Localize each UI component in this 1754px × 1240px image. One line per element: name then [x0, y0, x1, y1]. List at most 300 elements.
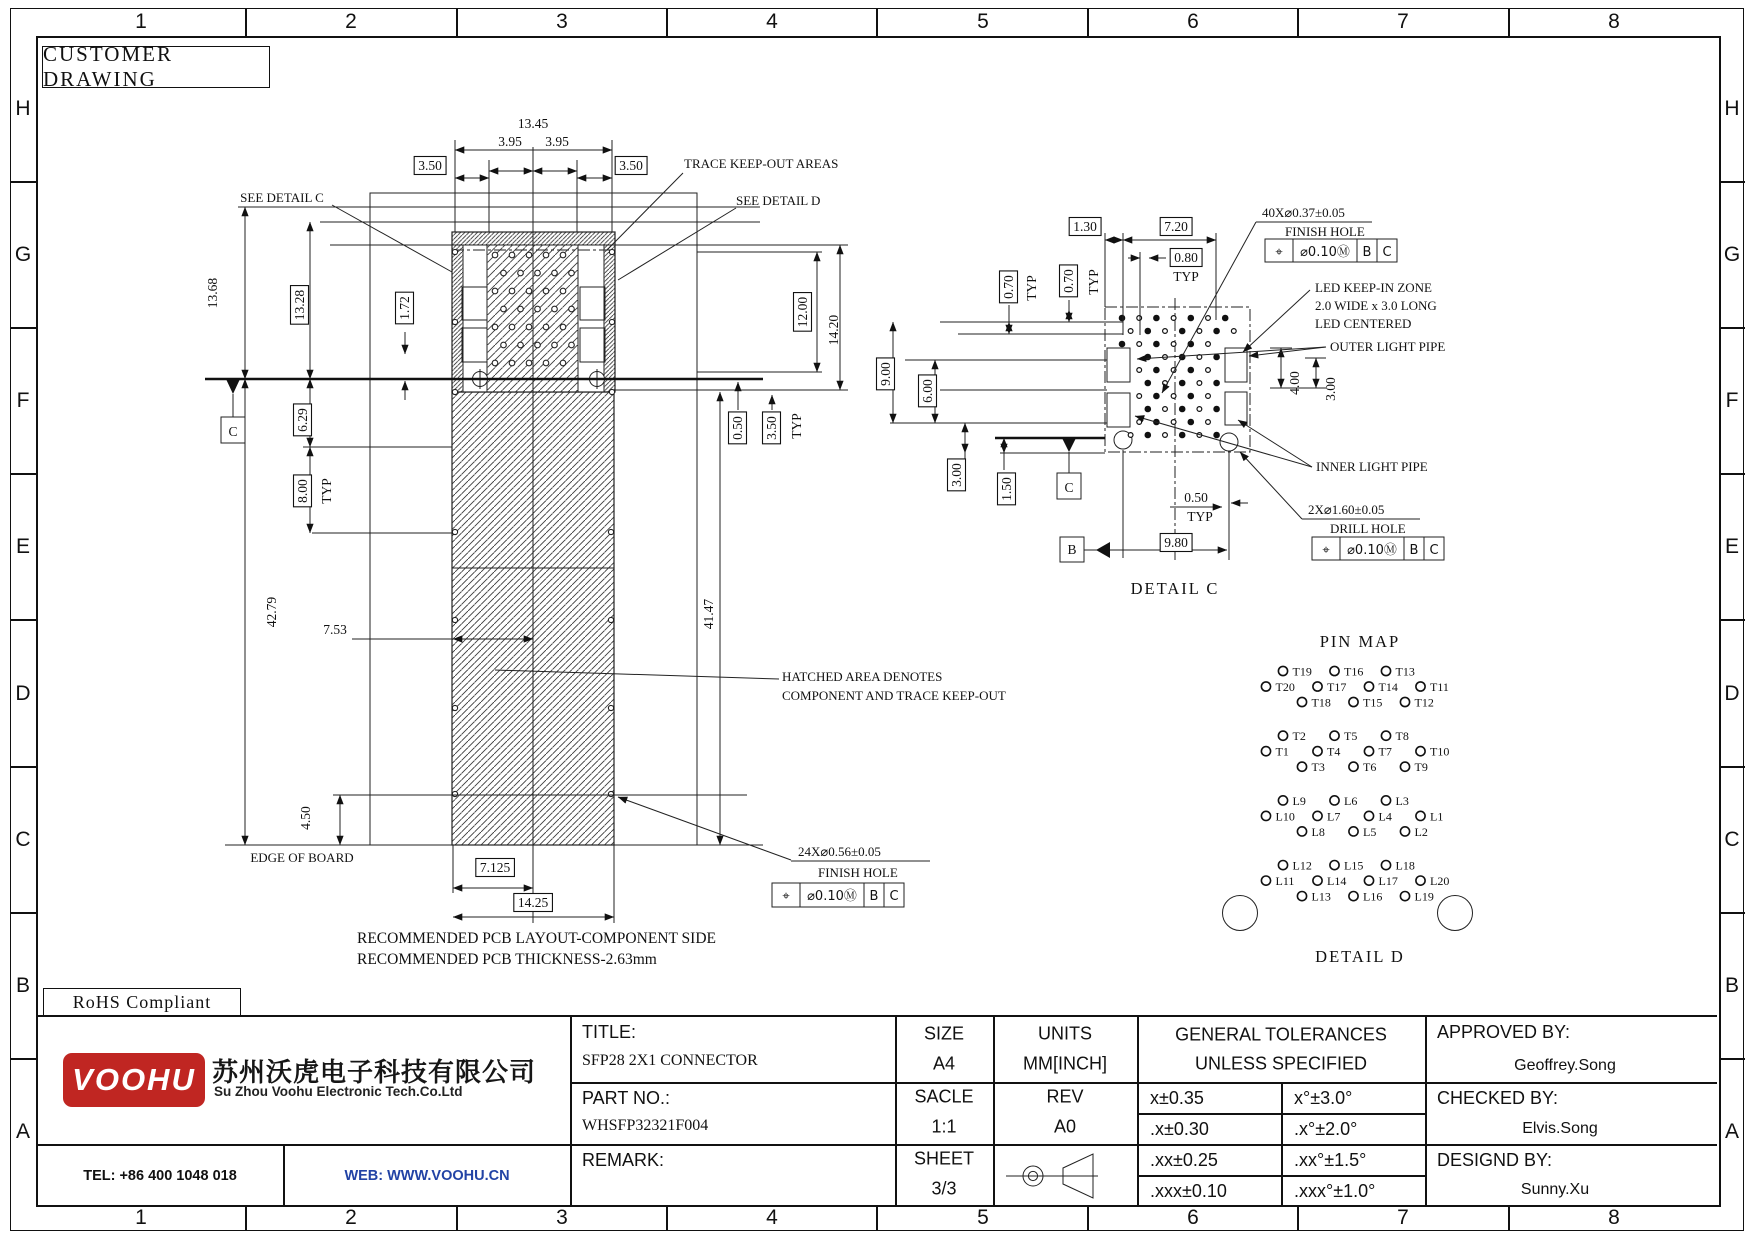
designed-by-value: Sunny.Xu: [1520, 1181, 1590, 1198]
designed-by-label: DESIGND BY:: [1437, 1150, 1553, 1170]
detail-c-pin: [1119, 341, 1124, 346]
fcf-main: [772, 883, 904, 907]
pin-label: L15: [1344, 858, 1364, 873]
pin-circle: [1416, 811, 1425, 820]
pin-circle: [1381, 861, 1390, 870]
pin-label: L11: [1275, 874, 1295, 889]
pin-circle: [1261, 811, 1270, 820]
pin-label: T11: [1430, 680, 1449, 694]
inner-light-pipe-label: INNER LIGHT PIPE: [1316, 459, 1428, 474]
sheet-value: 3/3: [931, 1178, 957, 1199]
hatch-note-1: HATCHED AREA DENOTES: [782, 669, 943, 684]
pin-circle: [1349, 697, 1358, 706]
fcf2-tol: ⌀0.10Ⓜ: [1347, 543, 1397, 558]
grid-row-label-right: H: [1724, 97, 1740, 120]
pin-label: T10: [1430, 744, 1450, 759]
pin-map-pins: [1261, 665, 1449, 904]
pin-circle: [1313, 682, 1322, 691]
finish-hole-note: FINISH HOLE: [1285, 224, 1365, 239]
grid-col-label-bottom: 6: [1187, 1206, 1199, 1229]
footprint-pin: [492, 288, 498, 294]
footprint-pin: [535, 306, 541, 312]
detail-c-pin: [1145, 380, 1150, 385]
fcf-finish-hole: [1265, 239, 1397, 262]
pin-circle: [1278, 666, 1287, 675]
detail-c-pin: [1163, 433, 1168, 438]
footprint-pin: [492, 360, 498, 366]
typ-0-80: TYP: [1173, 269, 1199, 284]
grid-col-label-top: 7: [1397, 10, 1409, 33]
detail-c-pin: [1197, 381, 1202, 386]
dim-6-29: 6.29: [295, 408, 310, 432]
detail-c-pin: [1214, 406, 1219, 411]
board-hole-dot: [452, 705, 457, 710]
board-hole-dot: [608, 617, 613, 622]
title-label: TITLE:: [582, 1022, 637, 1042]
scale-value: 1:1: [931, 1116, 957, 1137]
pin-map-title: PIN MAP: [1319, 632, 1401, 651]
grid-row-label-left: D: [15, 682, 31, 705]
grid-row-label-left: G: [14, 243, 32, 266]
footprint-pin: [509, 324, 515, 330]
footprint-pin: [560, 252, 566, 258]
pin-label: L9: [1292, 793, 1306, 808]
pin-circle: [1381, 666, 1390, 675]
web-link[interactable]: WEB: WWW.VOOHU.CN: [344, 1168, 510, 1184]
pin-label: L14: [1327, 874, 1347, 889]
tol-dxdeg: .x°±2.0°: [1294, 1119, 1358, 1139]
footprint-pin: [543, 288, 549, 294]
dim-14-20: 14.20: [826, 314, 841, 346]
pin-circle: [1330, 666, 1339, 675]
dim-3-95b: 3.95: [545, 134, 569, 149]
tolerance-header-1: GENERAL TOLERANCES: [1175, 1024, 1387, 1045]
pin-circle: [1261, 682, 1270, 691]
detail-c-pin: [1163, 407, 1168, 412]
pin-label: T5: [1344, 729, 1358, 744]
tel-label: TEL: +86 400 1048 018: [83, 1168, 237, 1184]
footprint-pin: [560, 360, 566, 366]
detail-c-caption: DETAIL C: [1130, 579, 1220, 598]
pin-circle: [1330, 861, 1339, 870]
pin-label: L8: [1311, 824, 1325, 839]
pin-circle: [1278, 796, 1287, 805]
grid-row-label-right: C: [1724, 828, 1740, 851]
pin-label: T1: [1275, 744, 1289, 759]
detail-c-pin: [1188, 315, 1193, 320]
dim-1-50: 1.50: [999, 477, 1014, 501]
detail-c-pin: [1137, 420, 1142, 425]
grid-row-label-right: B: [1724, 974, 1740, 997]
pin-circle: [1278, 731, 1287, 740]
pin-circle: [1349, 892, 1358, 901]
dim-0-80: 0.80: [1174, 250, 1198, 265]
detail-c-pin: [1214, 328, 1219, 333]
led-zone-note-1: LED KEEP-IN ZONE: [1315, 280, 1432, 295]
pin-label: T7: [1378, 744, 1392, 759]
approved-by-value: Geoffrey.Song: [1514, 1057, 1616, 1074]
tol-dxxdeg: .xx°±1.5°: [1294, 1150, 1367, 1170]
detail-c-pin: [1154, 367, 1159, 372]
grid-row-label-right: E: [1724, 535, 1740, 558]
see-detail-d-note: SEE DETAIL D: [736, 193, 821, 208]
pin-label: L16: [1363, 889, 1383, 904]
pin-label: L2: [1414, 824, 1428, 839]
grid-col-label-bottom: 3: [556, 1206, 568, 1229]
detail-c-pin: [1145, 432, 1150, 437]
pin-label: T3: [1311, 760, 1325, 775]
pin-label: T13: [1395, 664, 1415, 679]
titleblock-line: [570, 1082, 1717, 1084]
dim-0-50: 0.50: [730, 416, 745, 440]
drill-hole-note: DRILL HOLE: [1330, 521, 1406, 536]
pin-circle: [1261, 747, 1270, 756]
pin-label: L4: [1378, 809, 1392, 824]
titleblock-line: [283, 1144, 285, 1205]
detail-c-pin: [1180, 380, 1185, 385]
pin-label: T6: [1363, 760, 1377, 775]
tol-x: x±0.35: [1150, 1088, 1204, 1108]
detail-c-pin: [1197, 329, 1202, 334]
pin-circle: [1416, 682, 1425, 691]
dim-9-00: 9.00: [878, 362, 893, 386]
fcf-datum-b: B: [869, 889, 879, 904]
footprint-pin: [543, 252, 549, 258]
grid-col-label-top: 8: [1608, 10, 1620, 33]
pin-label: L7: [1327, 809, 1341, 824]
footprint-pin: [569, 306, 575, 312]
dim-14-25: 14.25: [517, 895, 549, 910]
detail-d-caption: DETAIL D: [1315, 947, 1405, 966]
grid-row-label-left: F: [16, 389, 30, 412]
pin-label: T4: [1327, 744, 1341, 759]
pin-label: T17: [1327, 680, 1347, 694]
detail-c-view: [877, 205, 1446, 598]
guide-hole-right: [1438, 896, 1473, 931]
grid-row-label-left: B: [15, 974, 31, 997]
detail-c-pin: [1180, 328, 1185, 333]
pin-circle: [1400, 892, 1409, 901]
titleblock-line: [1425, 1015, 1427, 1205]
fcf1-datum-b: B: [1362, 245, 1372, 260]
titleblock-line: [993, 1015, 995, 1205]
dim-3-50-left: 3.50: [418, 158, 442, 173]
projection-symbol: [1006, 1154, 1098, 1198]
remark-label: REMARK:: [582, 1150, 665, 1170]
footprint-pin: [569, 270, 575, 276]
typ-0-70b: TYP: [1086, 269, 1101, 295]
pin-circle: [1364, 811, 1373, 820]
dim-1-72: 1.72: [397, 296, 412, 320]
detail-c-pin: [1128, 433, 1133, 438]
tol-dxxx: .xxx±0.10: [1150, 1181, 1227, 1201]
pin-label: L13: [1311, 889, 1331, 904]
detail-c-pin: [1231, 329, 1236, 334]
pin-circle: [1330, 731, 1339, 740]
edge-of-board-label: EDGE OF BOARD: [250, 850, 354, 865]
scale-label: SACLE: [914, 1086, 974, 1107]
dim-41-47: 41.47: [701, 598, 716, 630]
dim-9-80: 9.80: [1164, 535, 1188, 550]
typ-0-50: TYP: [1187, 509, 1213, 524]
pcb-board-outline: [370, 147, 697, 923]
board-hole-dot: [452, 791, 457, 796]
pin-circle: [1261, 876, 1270, 885]
grid-col-label-bottom: 5: [977, 1206, 989, 1229]
pin-circle: [1416, 747, 1425, 756]
datum-c-flag: [221, 379, 245, 443]
footprint-pin: [501, 306, 507, 312]
dim-0-70b: 0.70: [1061, 269, 1076, 293]
detail-c-pin: [1137, 394, 1142, 399]
rev-label: REV: [1046, 1086, 1084, 1107]
pin-circle: [1297, 762, 1306, 771]
footprint-pin: [509, 288, 515, 294]
pin-label: T14: [1378, 680, 1398, 694]
fcf1-datum-c: C: [1382, 245, 1392, 260]
detail-c-pin: [1154, 393, 1159, 398]
grid-row-label-right: A: [1724, 1120, 1740, 1143]
dim-7-125: 7.125: [479, 860, 511, 875]
grid-col-label-top: 1: [135, 10, 147, 33]
pin-circle: [1313, 747, 1322, 756]
detail-c-pin: [1171, 316, 1176, 321]
pin-circle: [1400, 827, 1409, 836]
detail-c-pin: [1171, 342, 1176, 347]
titleblock-line: [1137, 1175, 1425, 1177]
units-value: MM[INCH]: [1023, 1053, 1107, 1074]
dim-13-45: 13.45: [517, 116, 549, 131]
grid-col-label-top: 5: [977, 10, 989, 33]
footprint-pin: [501, 270, 507, 276]
pin-label: L10: [1275, 809, 1295, 824]
board-hole-dot: [609, 389, 614, 394]
detail-c-pin: [1145, 406, 1150, 411]
board-hole-dot: [452, 617, 457, 622]
pin-circle: [1297, 892, 1306, 901]
hatch-note-2: COMPONENT AND TRACE KEEP-OUT: [782, 688, 1006, 703]
guide-hole-left: [1223, 896, 1258, 931]
footprint-pin: [552, 270, 558, 276]
titleblock-line: [895, 1015, 897, 1205]
pin-circle: [1349, 762, 1358, 771]
footprint-pin: [552, 306, 558, 312]
fcf-drill-hole: [1312, 537, 1444, 560]
footprint-pin: [535, 270, 541, 276]
title-value: SFP28 2X1 CONNECTOR: [582, 1052, 758, 1069]
grid-row-label-right: F: [1725, 389, 1739, 412]
dim-4-50: 4.50: [298, 806, 313, 830]
grid-col-label-top: 2: [345, 10, 357, 33]
pin-circle: [1330, 796, 1339, 805]
grid-col-label-top: 4: [766, 10, 778, 33]
detail-c-pin: [1214, 380, 1219, 385]
see-detail-c-note: SEE DETAIL C: [240, 190, 324, 205]
fcf2-datum-b: B: [1409, 543, 1419, 558]
footprint-pin: [543, 324, 549, 330]
tolerance-header-2: UNLESS SPECIFIED: [1194, 1053, 1368, 1074]
footprint-pin: [560, 288, 566, 294]
dim-12-00: 12.00: [795, 296, 810, 328]
fcf2-pos-sym: ⌖: [1322, 543, 1330, 558]
pin-label: L12: [1292, 858, 1312, 873]
footprint-pin: [526, 360, 532, 366]
pcb-layout-view: [205, 116, 1006, 968]
footprint-pin: [552, 342, 558, 348]
pin-circle: [1364, 876, 1373, 885]
pin-circle: [1400, 697, 1409, 706]
grid-col-label-top: 3: [556, 10, 568, 33]
tol-dxx: .xx±0.25: [1150, 1150, 1218, 1170]
detail-c-datum-b: B: [1067, 542, 1077, 557]
approved-by-label: APPROVED BY:: [1437, 1022, 1571, 1042]
dim-3-00-right: 3.00: [1323, 377, 1338, 401]
grid-col-label-bottom: 4: [766, 1206, 778, 1229]
detail-c-pin: [1119, 315, 1124, 320]
board-hole-dot: [608, 705, 613, 710]
units-label: UNITS: [1038, 1023, 1092, 1044]
dim-7-20: 7.20: [1164, 219, 1188, 234]
detail-c-pin: [1214, 432, 1219, 437]
grid-row-label-right: G: [1723, 243, 1741, 266]
grid-row-label-left: A: [15, 1120, 31, 1143]
detail-c-pin: [1206, 342, 1211, 347]
pin-circle: [1313, 876, 1322, 885]
customer-drawing-label: CUSTOMER DRAWING: [43, 42, 173, 91]
pin-label: T2: [1292, 729, 1306, 744]
detail-c-pin: [1163, 329, 1168, 334]
detail-c-pin: [1206, 316, 1211, 321]
hole-note-type: FINISH HOLE: [818, 865, 898, 880]
detail-c-pin: [1171, 394, 1176, 399]
grid-col-label-bottom: 7: [1397, 1206, 1409, 1229]
pin-circle: [1297, 697, 1306, 706]
part-no-value: WHSFP32321F004: [582, 1117, 709, 1134]
pin-label: T8: [1395, 729, 1409, 744]
led-zone-note-3: LED CENTERED: [1315, 316, 1412, 331]
detail-c-pin: [1180, 406, 1185, 411]
caption-thickness: RECOMMENDED PCB THICKNESS-2.63mm: [357, 951, 657, 968]
trace-keepout-note: TRACE KEEP-OUT AREAS: [684, 156, 839, 171]
detail-c-pin: [1154, 315, 1159, 320]
detail-c-pin: [1188, 393, 1193, 398]
size-label: SIZE: [923, 1023, 965, 1044]
typ-8-00: TYP: [319, 478, 334, 504]
grid-row-label-left: H: [15, 97, 31, 120]
dim-42-79: 42.79: [264, 596, 279, 628]
pin-label: L19: [1414, 889, 1434, 904]
dim-8-00: 8.00: [295, 479, 310, 503]
voohu-logo-text: VOOHU: [72, 1062, 196, 1097]
board-hole-dot: [608, 791, 613, 796]
board-hole-dot: [452, 249, 457, 254]
dim-0-70a: 0.70: [1001, 275, 1016, 299]
fcf2-datum-c: C: [1429, 543, 1439, 558]
dim-3-95a: 3.95: [498, 134, 522, 149]
pin-circle: [1364, 747, 1373, 756]
pin-label: T19: [1292, 664, 1312, 679]
dim-1-30: 1.30: [1073, 219, 1097, 234]
titleblock-line: [1137, 1113, 1425, 1115]
detail-c-pin: [1206, 420, 1211, 425]
grid-row-label-left: C: [15, 828, 31, 851]
titleblock-line: [36, 1144, 1717, 1146]
detail-c-pin: [1128, 329, 1133, 334]
dim-3-50-typ: 3.50: [764, 416, 779, 440]
detail-c-geometry: [1105, 298, 1250, 560]
dim-0-50-typ: 0.50: [1184, 490, 1208, 505]
pin-circle: [1349, 827, 1358, 836]
footprint-pin: [509, 360, 515, 366]
board-hole-dot: [609, 249, 614, 254]
dim-3-50-right: 3.50: [619, 158, 643, 173]
pin-label: L5: [1363, 824, 1377, 839]
pin-map-view: [1223, 632, 1473, 966]
typ-0-70a: TYP: [1024, 275, 1039, 301]
board-hole-dot: [452, 319, 457, 324]
pin-circle: [1278, 861, 1287, 870]
fcf-pos-sym: ⌖: [782, 889, 790, 904]
pin-circle: [1313, 811, 1322, 820]
pin-label: T12: [1414, 695, 1434, 710]
company-name-en: Su Zhou Voohu Electronic Tech.Co.Ltd: [214, 1084, 463, 1099]
detail-c-pin: [1137, 368, 1142, 373]
pin-label: L6: [1344, 793, 1358, 808]
detail-c-pin: [1206, 368, 1211, 373]
checked-by-value: Elvis.Song: [1522, 1120, 1598, 1137]
board-hole-dot: [452, 529, 457, 534]
dim-13-68: 13.68: [205, 277, 220, 309]
titleblock-top-line: [36, 1015, 1717, 1017]
detail-c-pin: [1188, 419, 1193, 424]
pin-label: T20: [1275, 680, 1295, 694]
footprint-pin: [569, 342, 575, 348]
footprint-pin: [560, 324, 566, 330]
footprint-pin: [526, 324, 532, 330]
pin-circle: [1297, 827, 1306, 836]
outer-light-pipe-label: OUTER LIGHT PIPE: [1330, 339, 1446, 354]
footprint-pin: [492, 324, 498, 330]
pin-label: T16: [1344, 664, 1364, 679]
footprint-pin: [535, 342, 541, 348]
typ-3-50: TYP: [789, 413, 804, 439]
footprint-pin: [518, 270, 524, 276]
detail-c-pin: [1154, 341, 1159, 346]
pin-label: L1: [1430, 809, 1444, 824]
caption-layout: RECOMMENDED PCB LAYOUT-COMPONENT SIDE: [357, 930, 716, 947]
pin-label: L18: [1395, 858, 1415, 873]
footprint-pin: [509, 252, 515, 258]
footprint-pin: [526, 288, 532, 294]
grid-col-label-bottom: 1: [135, 1206, 147, 1229]
detail-c-pin: [1180, 432, 1185, 437]
footprint-pin: [518, 306, 524, 312]
size-value: A4: [932, 1053, 956, 1074]
tol-xdeg: x°±3.0°: [1294, 1088, 1353, 1108]
dim-13-28: 13.28: [292, 289, 307, 321]
dim-4-00: 4.00: [1287, 371, 1302, 395]
fcf-tol: ⌀0.10Ⓜ: [807, 889, 857, 904]
dim-6-00: 6.00: [920, 379, 935, 403]
detail-c-datum-flag: [1057, 438, 1081, 499]
footprint-pin: [518, 342, 524, 348]
detail-c-pin: [1137, 316, 1142, 321]
board-hole-dot: [452, 389, 457, 394]
datum-c-label: C: [228, 424, 238, 439]
led-zone-note-2: 2.0 WIDE x 3.0 LONG: [1315, 298, 1437, 313]
detail-c-pin: [1214, 354, 1219, 359]
pin-label: L3: [1395, 793, 1409, 808]
